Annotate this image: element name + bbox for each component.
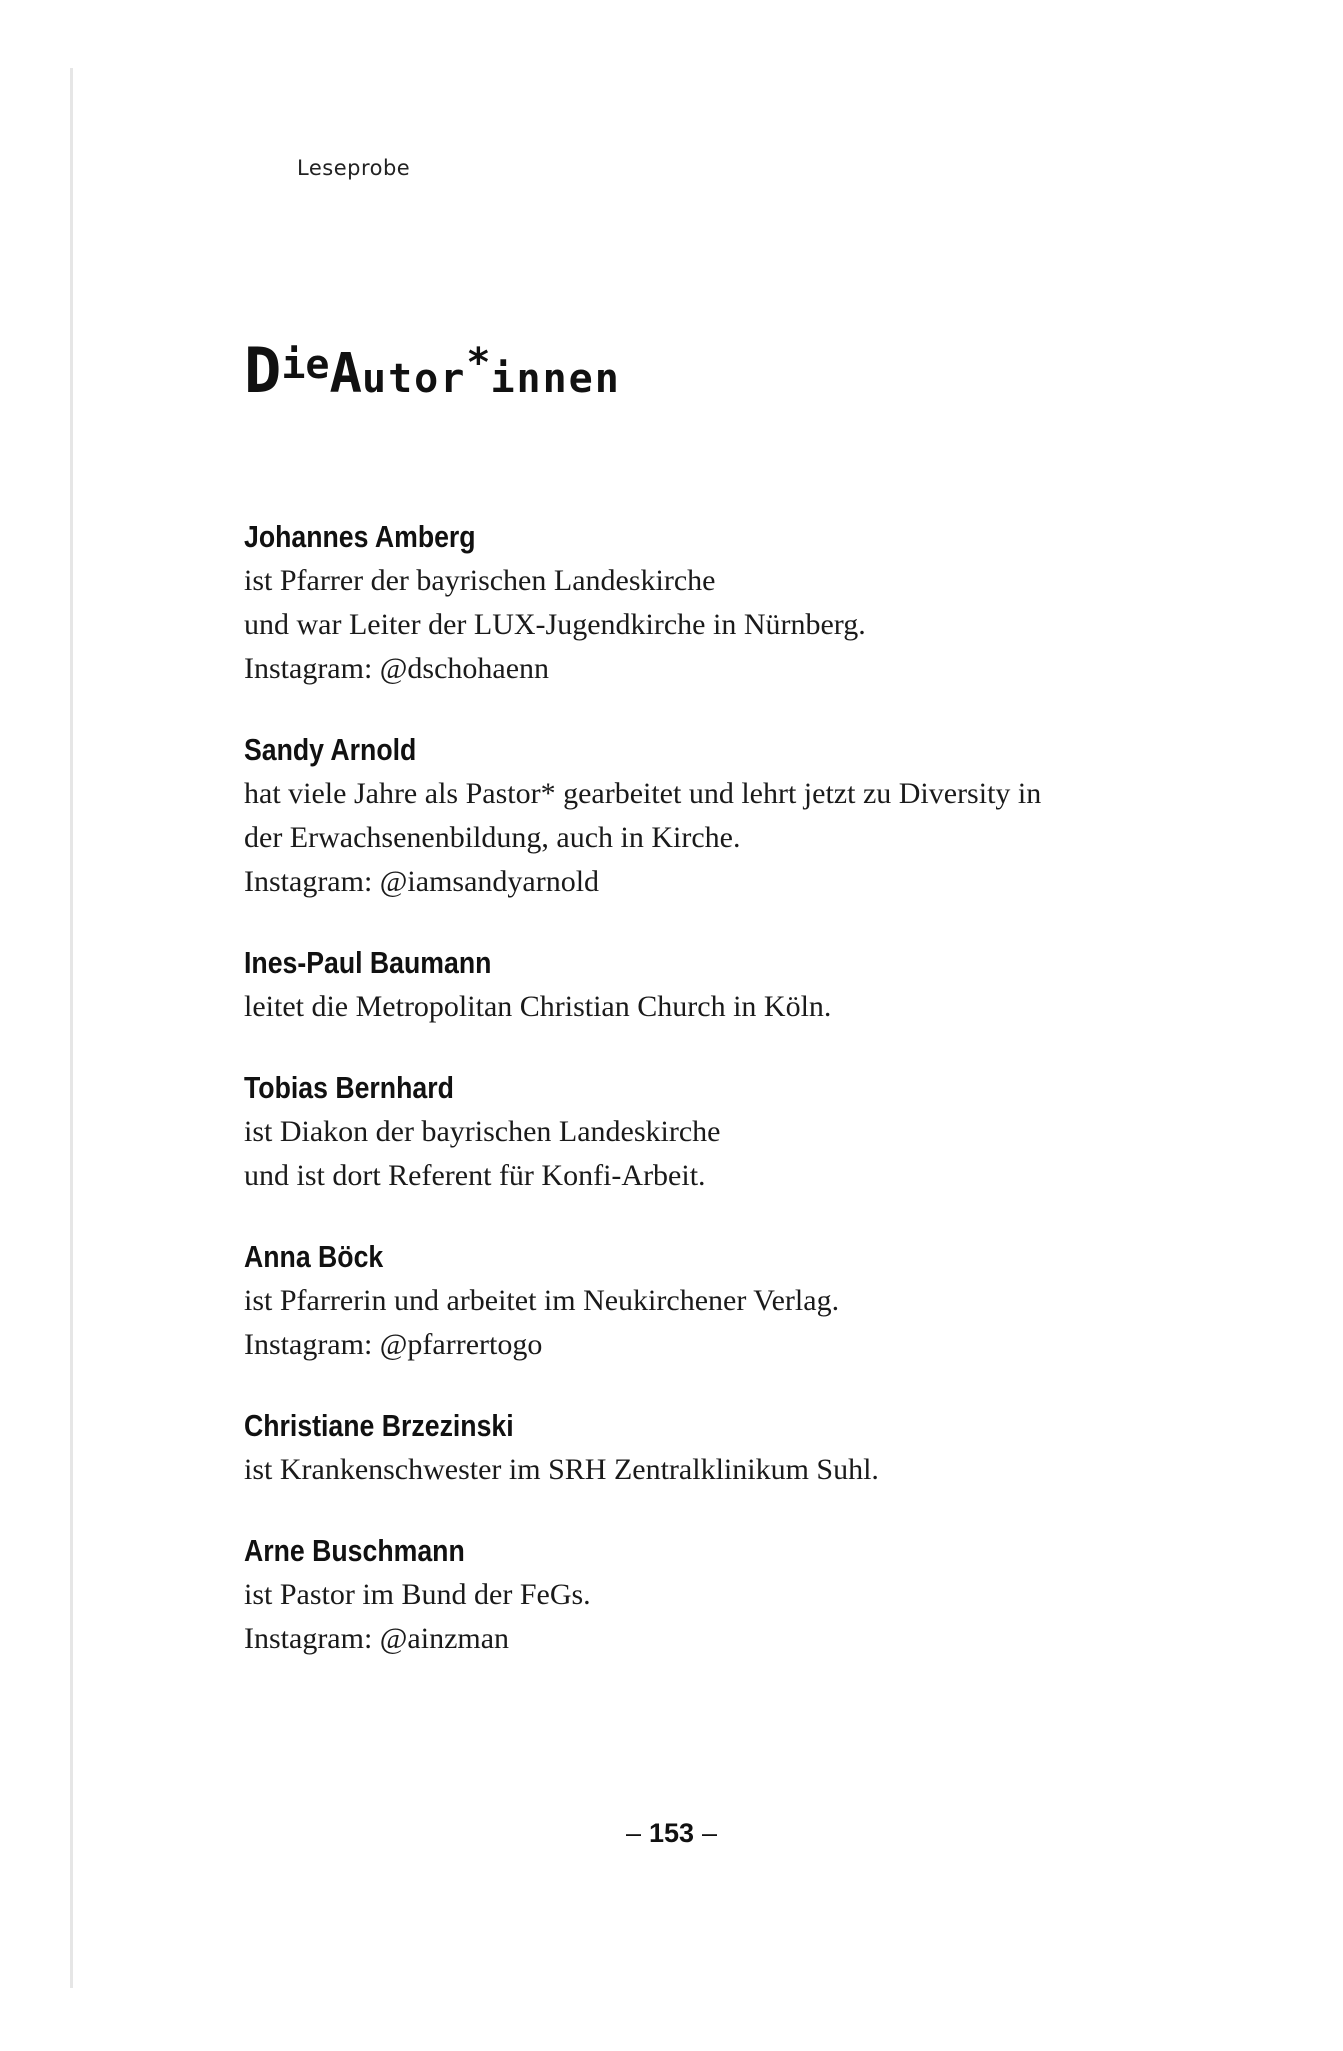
page-number <box>0 1818 1343 1849</box>
author-bio-line: und ist dort Referent für Konfi-Arbeit. <box>244 1159 706 1192</box>
title-part: ie <box>281 342 330 388</box>
author-name: Sandy Arnold <box>244 732 417 767</box>
author-entry <box>244 941 1144 1029</box>
folio-number: 153 <box>648 1818 695 1848</box>
title-part: innen <box>490 356 621 402</box>
folio-dash-right: – <box>702 1818 718 1848</box>
author-name: Johannes Amberg <box>244 519 476 554</box>
title-part: D <box>244 334 282 407</box>
title-part: A <box>329 342 363 405</box>
author-instagram: Instagram: @pfarrertogo <box>244 1328 543 1361</box>
author-instagram: Instagram: @dschohaenn <box>244 652 550 685</box>
author-entry <box>244 728 1144 904</box>
author-bio-line: leitet die Metropolitan Christian Church in Köln. <box>244 990 832 1023</box>
author-bio-line: und war Leiter der LUX-Jugendkirche in Nürnberg. <box>244 608 866 641</box>
author-bio-line: ist Krankenschwester im SRH Zentralklinikum Suhl. <box>244 1453 879 1486</box>
author-bio-line: ist Diakon der bayrischen Landeskirche <box>244 1115 721 1148</box>
title-part: * <box>466 340 491 386</box>
author-instagram: Instagram: @iamsandyarnold <box>244 865 600 898</box>
author-instagram: Instagram: @ainzman <box>244 1622 510 1655</box>
chapter-title <box>244 334 621 407</box>
author-name: Christiane Brzezinski <box>244 1408 514 1443</box>
author-name: Arne Buschmann <box>244 1533 465 1568</box>
author-entry <box>244 1235 1144 1367</box>
title-part: utor <box>362 356 467 402</box>
author-entry <box>244 1529 1144 1661</box>
author-entry <box>244 515 1144 691</box>
author-entry <box>244 1404 1144 1492</box>
running-head: Leseprobe <box>297 156 411 180</box>
author-entry <box>244 1066 1144 1198</box>
author-name: Ines-Paul Baumann <box>244 945 492 980</box>
author-bio-line: hat viele Jahre als Pastor* gearbeitet und lehrt jetzt zu Diversity in <box>244 777 1042 810</box>
author-bio-line: ist Pastor im Bund der FeGs. <box>244 1578 591 1611</box>
folio-dash-left: – <box>625 1818 641 1848</box>
author-list <box>244 515 1144 1698</box>
author-name: Tobias Bernhard <box>244 1070 454 1105</box>
author-bio-line: der Erwachsenenbildung, auch in Kirche. <box>244 821 741 854</box>
author-name: Anna Böck <box>244 1239 384 1274</box>
page-edge-line <box>70 68 73 1988</box>
author-bio-line: ist Pfarrerin und arbeitet im Neukirchener Verlag. <box>244 1284 840 1317</box>
author-bio-line: ist Pfarrer der bayrischen Landeskirche <box>244 564 716 597</box>
